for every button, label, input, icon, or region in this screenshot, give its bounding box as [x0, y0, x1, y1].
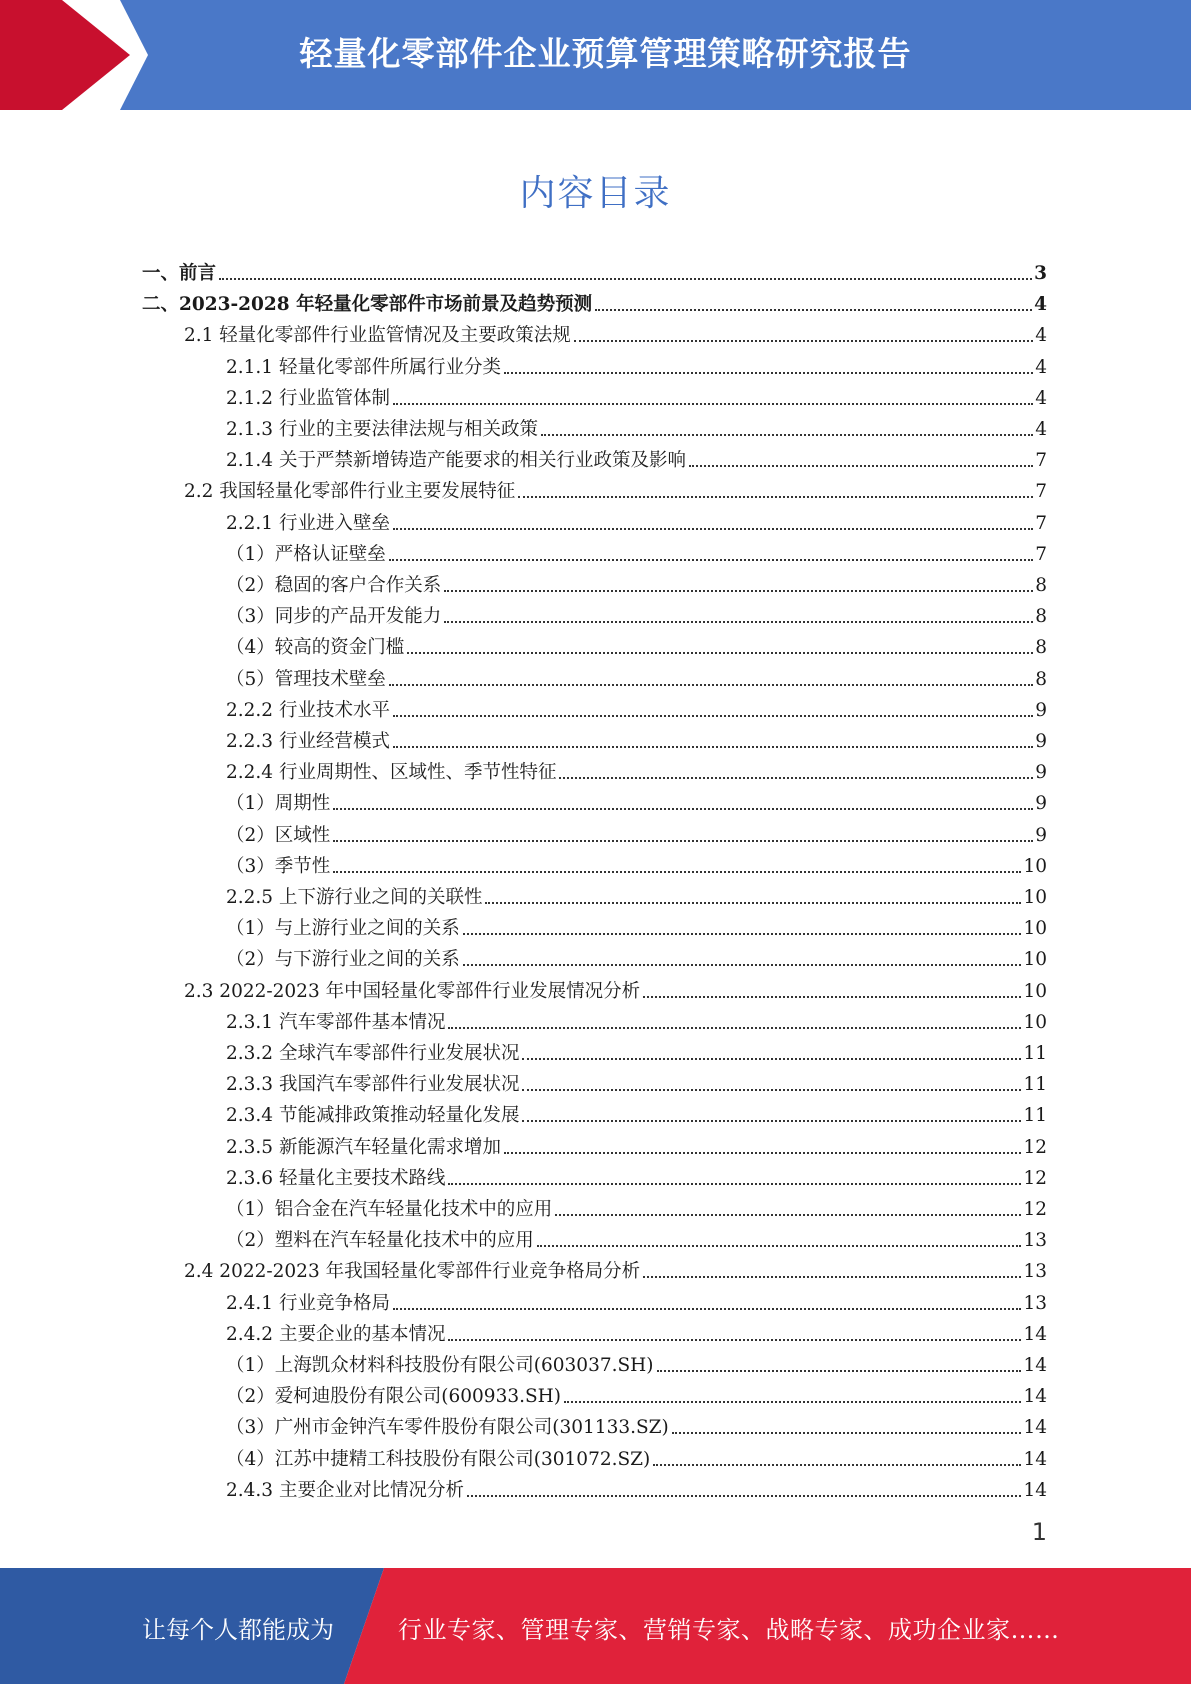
toc-entry[interactable] [226, 722, 1047, 753]
toc-entry[interactable] [184, 316, 1047, 347]
toc-entry[interactable] [226, 1065, 1047, 1096]
toc-leader-dots [333, 818, 1033, 842]
toc-leader-dots [595, 287, 1032, 311]
toc-entry-page: 14 [1023, 1323, 1047, 1345]
toc-leader-dots [393, 1286, 1021, 1310]
toc-entry[interactable] [226, 535, 1047, 566]
toc-leader-dots [657, 1348, 1022, 1372]
toc-entry-label: 2.2 我国轻量化零部件行业主要发展特征 [184, 481, 516, 503]
toc-entry-label: 2.1.2 行业监管体制 [226, 387, 390, 409]
toc-entry-label: 2.1.1 轻量化零部件所属行业分类 [226, 356, 501, 378]
toc-entry-page: 4 [1035, 356, 1047, 378]
toc-leader-dots [522, 1036, 1021, 1060]
toc-entry-page: 10 [1023, 855, 1047, 877]
toc-leader-dots [407, 630, 1033, 654]
toc-leader-dots [485, 880, 1021, 904]
toc-leader-dots [333, 849, 1021, 873]
toc-leader-dots [672, 1410, 1022, 1434]
toc-entry-label: 2.3 2022-2023 年中国轻量化零部件行业发展情况分析 [184, 980, 641, 1002]
toc-entry-label: （2）与下游行业之间的关系 [226, 949, 460, 971]
toc-entry-page: 8 [1035, 637, 1047, 659]
toc-entry-label: 2.2.5 上下游行业之间的关联性 [226, 887, 483, 908]
toc-entry[interactable] [226, 1408, 1047, 1439]
toc-leader-dots [518, 474, 1033, 498]
toc-entry[interactable] [184, 1252, 1047, 1283]
toc-entry[interactable] [226, 878, 1047, 909]
toc-entry[interactable] [226, 1034, 1047, 1065]
toc-entry-page: 9 [1035, 762, 1047, 784]
toc-leader-dots [559, 755, 1033, 779]
toc-entry-label: 2.3.6 轻量化主要技术路线 [226, 1167, 446, 1189]
toc-entry[interactable] [226, 1284, 1047, 1315]
toc-leader-dots [643, 974, 1021, 998]
toc-entry-label: （4）江苏中捷精工科技股份有限公司(301072.SZ) [226, 1448, 651, 1470]
toc-entry-page: 10 [1023, 887, 1047, 908]
toc-entry-page: 4 [1034, 294, 1047, 316]
toc-entry-label: 2.2.3 行业经营模式 [226, 731, 390, 752]
report-title: 轻量化零部件企业预算管理策略研究报告 [299, 34, 912, 73]
toc-leader-dots [448, 1161, 1021, 1185]
toc-entry-page: 4 [1035, 325, 1047, 347]
toc-leader-dots [463, 911, 1022, 935]
toc-entry-label: 2.3.3 我国汽车零部件行业发展状况 [226, 1074, 520, 1096]
toc-entry-page: 7 [1035, 481, 1047, 503]
toc-entry-label: （1）周期性 [226, 793, 331, 815]
toc-entry-page: 7 [1035, 450, 1047, 472]
toc-entry[interactable] [226, 1221, 1047, 1252]
toc-leader-dots [643, 1254, 1021, 1278]
toc-entry-page: 8 [1035, 575, 1047, 596]
toc-entry[interactable] [226, 1190, 1047, 1221]
toc-entry[interactable] [184, 972, 1047, 1003]
toc-entry[interactable] [226, 1315, 1047, 1346]
toc-entry-label: （3）季节性 [226, 855, 331, 877]
toc-entry-page: 9 [1035, 793, 1047, 815]
toc-entry-label: 2.2.1 行业进入壁垒 [226, 512, 390, 534]
toc-entry-label: （1）铝合金在汽车轻量化技术中的应用 [226, 1199, 553, 1220]
toc-leader-dots [333, 786, 1033, 810]
toc-entry[interactable] [226, 1471, 1047, 1502]
toc-entry-page: 14 [1023, 1417, 1047, 1439]
toc-entry[interactable] [226, 1440, 1047, 1471]
toc-entry-page: 11 [1023, 1105, 1047, 1127]
toc-entry-page: 13 [1023, 1261, 1047, 1283]
toc-entry-page: 8 [1035, 668, 1047, 690]
toc-entry-label: 一、前言 [142, 263, 217, 284]
toc-entry[interactable] [226, 909, 1047, 940]
toc-entry-page: 10 [1023, 1011, 1047, 1033]
toc-entry[interactable] [226, 628, 1047, 659]
toc-entry[interactable] [226, 1128, 1047, 1159]
toc-entry-page: 7 [1035, 543, 1047, 565]
toc-entry[interactable] [226, 1346, 1047, 1377]
page-header [0, 0, 1191, 110]
toc-entry[interactable] [226, 660, 1047, 691]
toc-entry-page: 11 [1023, 1043, 1047, 1064]
toc-entry-label: （2）稳固的客户合作关系 [226, 575, 442, 596]
toc-leader-dots [463, 942, 1022, 966]
toc-leader-dots [448, 1317, 1021, 1341]
toc-entry-page: 12 [1023, 1167, 1047, 1189]
toc-entry-page: 11 [1023, 1074, 1047, 1096]
toc-leader-dots [564, 1379, 1021, 1403]
toc-entry[interactable] [226, 816, 1047, 847]
toc-leader-dots [522, 1098, 1021, 1122]
toc-entry-label: 2.2.2 行业技术水平 [226, 699, 390, 721]
toc-leader-dots [653, 1442, 1021, 1466]
toc-entry[interactable] [226, 784, 1047, 815]
toc-entry[interactable] [226, 753, 1047, 784]
toc-leader-dots [444, 599, 1033, 623]
toc-entry-label: （1）严格认证壁垒 [226, 543, 386, 565]
toc-leader-dots [574, 318, 1033, 342]
toc-entry-label: 2.4 2022-2023 年我国轻量化零部件行业竞争格局分析 [184, 1261, 641, 1283]
toc-entry-page: 9 [1035, 731, 1047, 752]
toc-entry[interactable] [226, 410, 1047, 441]
toc-entry-label: （1）与上游行业之间的关系 [226, 918, 460, 940]
toc-leader-dots [393, 724, 1033, 748]
toc-entry-label: 2.1.4 关于严禁新增铸造产能要求的相关行业政策及影响 [226, 450, 686, 472]
toc-entry[interactable] [226, 847, 1047, 878]
toc-entry-label: 2.3.4 节能减排政策推动轻量化发展 [226, 1105, 520, 1127]
toc-leader-dots [393, 693, 1033, 717]
toc-leader-dots [389, 537, 1033, 561]
toc-entry[interactable] [226, 1377, 1047, 1408]
toc-entry-page: 13 [1023, 1230, 1047, 1252]
toc-entry-label: 2.1.3 行业的主要法律法规与相关政策 [226, 419, 538, 440]
toc-leader-dots [444, 568, 1033, 592]
toc-heading: 内容目录 [519, 173, 672, 214]
toc-entry-page: 14 [1023, 1479, 1047, 1501]
toc-leader-dots [467, 1473, 1021, 1497]
toc-entry-label: （3）广州市金钟汽车零件股份有限公司(301133.SZ) [226, 1417, 669, 1439]
toc-entry[interactable] [226, 940, 1047, 971]
toc-leader-dots [504, 1130, 1021, 1154]
toc-entry-page: 10 [1023, 918, 1047, 940]
toc-entry-page: 8 [1035, 606, 1047, 628]
toc-leader-dots [537, 1223, 1022, 1247]
toc-leader-dots [504, 350, 1033, 374]
toc-leader-dots [389, 662, 1033, 686]
toc-entry[interactable] [226, 691, 1047, 722]
toc-entry[interactable] [226, 348, 1047, 379]
toc-entry-page: 7 [1035, 512, 1047, 534]
toc-entry-label: （1）上海凯众材料科技股份有限公司(603037.SH) [226, 1355, 654, 1376]
toc-entry-page: 14 [1023, 1386, 1047, 1408]
toc-entry-page: 12 [1023, 1136, 1047, 1158]
toc-entry[interactable] [226, 441, 1047, 472]
toc-entry-label: （3）同步的产品开发能力 [226, 606, 442, 628]
toc-entry-page: 14 [1023, 1355, 1047, 1376]
toc-entry[interactable] [226, 504, 1047, 535]
toc-leader-dots [555, 1192, 1021, 1216]
toc-entry-label: （2）爱柯迪股份有限公司(600933.SH) [226, 1386, 562, 1408]
toc-leader-dots [393, 506, 1033, 530]
toc-entry[interactable] [226, 597, 1047, 628]
toc-entry-label: 二、2023-2028 年轻量化零部件市场前景及趋势预测 [142, 294, 593, 316]
toc-entry[interactable] [142, 285, 1047, 316]
toc-entry-label: 2.3.5 新能源汽车轻量化需求增加 [226, 1136, 501, 1158]
toc-entry[interactable] [142, 254, 1047, 285]
toc-entry[interactable] [226, 566, 1047, 597]
toc-entry-page: 9 [1035, 824, 1047, 846]
toc-entry-label: 2.1 轻量化零部件行业监管情况及主要政策法规 [184, 325, 571, 347]
toc-entry-label: （5）管理技术壁垒 [226, 668, 386, 690]
toc-entry-label: 2.2.4 行业周期性、区域性、季节性特征 [226, 762, 557, 784]
toc-entry[interactable] [226, 1003, 1047, 1034]
toc-entry-label: （4）较高的资金门槛 [226, 637, 405, 659]
toc-leader-dots [689, 443, 1033, 467]
footer-slogan-left: 让每个人都能成为 [142, 1616, 334, 1644]
toc-entry-label: （2）塑料在汽车轻量化技术中的应用 [226, 1230, 534, 1252]
toc-leader-dots [541, 412, 1033, 436]
toc-entry[interactable] [226, 379, 1047, 410]
toc-entry-page: 3 [1034, 263, 1047, 284]
toc-entry-page: 13 [1023, 1292, 1047, 1314]
toc-leader-dots [522, 1067, 1021, 1091]
toc-entry-page: 12 [1023, 1199, 1047, 1220]
toc-entry-page: 10 [1023, 949, 1047, 971]
toc-entry-label: 2.3.1 汽车零部件基本情况 [226, 1011, 446, 1033]
toc-leader-dots [219, 256, 1032, 280]
footer-slogan-right: 行业专家、管理专家、营销专家、战略专家、成功企业家…… [398, 1616, 1060, 1644]
toc-entry[interactable] [226, 1159, 1047, 1190]
toc-entry[interactable] [226, 1096, 1047, 1127]
toc-entry[interactable] [184, 472, 1047, 503]
toc-entry-label: 2.4.1 行业竞争格局 [226, 1292, 390, 1314]
page-footer [0, 1568, 1191, 1684]
toc-entry-page: 4 [1035, 419, 1047, 440]
toc-entry-label: 2.4.2 主要企业的基本情况 [226, 1323, 446, 1345]
toc-entry-label: （2）区域性 [226, 824, 331, 846]
toc-entry-page: 4 [1035, 387, 1047, 409]
toc-entry-page: 9 [1035, 699, 1047, 721]
toc-entry-page: 14 [1023, 1448, 1047, 1470]
toc-leader-dots [393, 381, 1033, 405]
toc-entry-label: 2.4.3 主要企业对比情况分析 [226, 1479, 464, 1501]
page-number: 1 [1031, 1518, 1047, 1546]
toc-entry-label: 2.3.2 全球汽车零部件行业发展状况 [226, 1043, 520, 1064]
toc-leader-dots [448, 1005, 1021, 1029]
toc-entry-page: 10 [1023, 980, 1047, 1002]
